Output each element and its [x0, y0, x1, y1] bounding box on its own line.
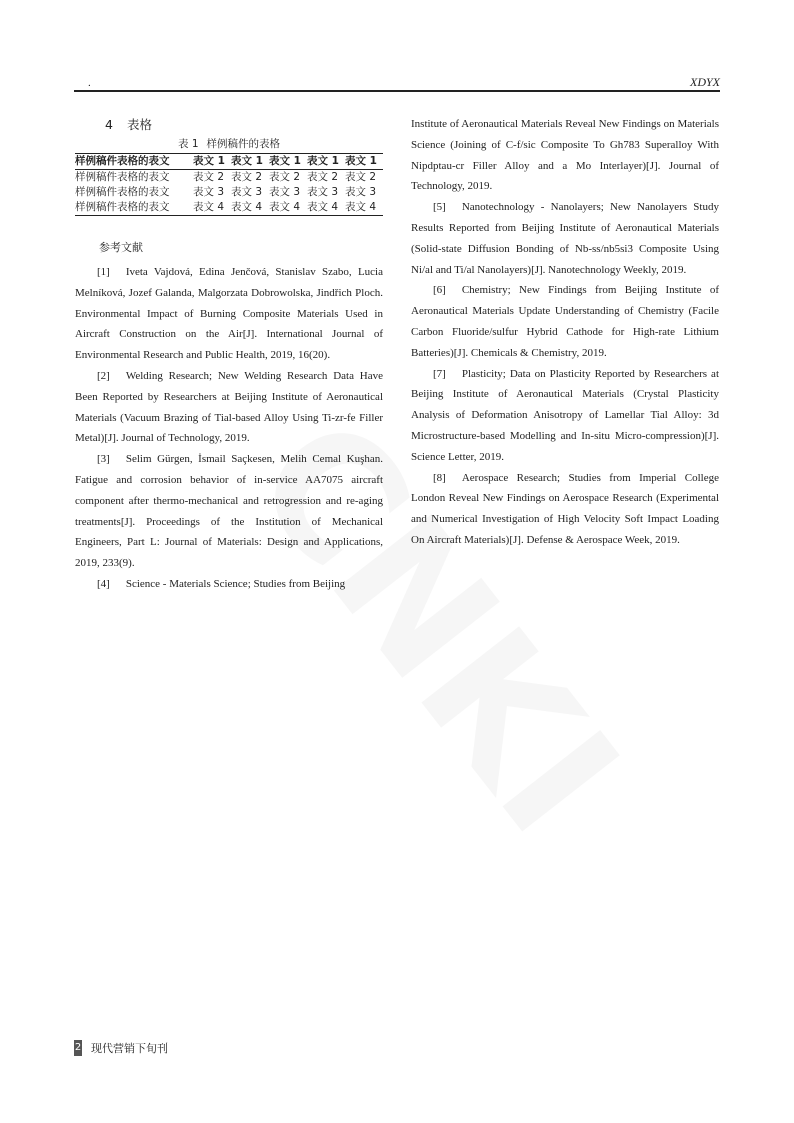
section-number: 4: [105, 117, 113, 132]
reference-number: [2]: [97, 369, 110, 382]
table-cell: 表文 4: [307, 201, 339, 213]
reference-number: [4]: [97, 577, 110, 590]
reference-text: Welding Research; New Welding Research Data Have Been Reported by Researchers at Beijing Institute of Aeronautical Materials (Vacuum Brazing of Tial-based Alloy Using Ti-zr-fe Filler Metal)[J]. Journal of Technology, 2019.: [75, 369, 383, 445]
page-number: 2: [74, 1040, 82, 1056]
reference-number: [3]: [97, 453, 110, 466]
table-caption: [75, 136, 383, 152]
reference-number: [6]: [433, 284, 446, 297]
reference-text: Nanotechnology - Nanolayers; New Nanolayers Study Results Reported from Beijing Institute of Aeronautical Materials (Solid-state Diffusion Bonding of Nb-ss/nb5si3 Composite Using Ni/al and Ti/al Nanolayers)[J]. Nanotechnology Weekly, 2019.: [411, 201, 719, 276]
table-header-row: [75, 154, 383, 170]
reference-text: Selim Gürgen, İsmail Saçkesen, Melih Cemal Kuşhan. Fatigue and corrosion behavior of in-service AA7075 aircraft component after thermo-mechanical and retrogression and re-aging treatments[J]. Proceedings of the Institution of Mechanical Engineers, Part L: Journal of Materials: Design and Applications, 2019, 233(9).: [75, 453, 383, 570]
reference-item: [411, 468, 719, 551]
table-header-cell: 表文 1: [231, 155, 263, 167]
header-rule: [74, 90, 720, 92]
table-row: [75, 185, 383, 200]
table-caption-label: 表 1: [177, 138, 199, 150]
table-cell: 表文 4: [345, 201, 377, 213]
table-cell: 表文 2: [231, 171, 263, 183]
table-cell: 表文 2: [193, 171, 225, 183]
reference-item: [411, 280, 719, 363]
reference-text: Chemistry; New Findings from Beijing Institute of Aeronautical Materials Update Understanding of Chemistry (Facile Carbon Fluoride/sulfur Hybrid Cathode for High-rate Lithium Batteries)[J]. Chemicals & Chemistry, 2019.: [411, 284, 719, 359]
table-header-cell: 表文 1: [345, 155, 377, 167]
reference-number: [7]: [433, 367, 446, 380]
table-header-cell: 表文 1: [307, 155, 339, 167]
reference-number: [1]: [97, 266, 110, 278]
references-heading: 参考文献: [99, 241, 143, 254]
section-title: 表格: [126, 117, 152, 132]
table-row: [75, 170, 383, 186]
table-cell: 表文 4: [231, 201, 263, 213]
table-cell: 表文 2: [345, 171, 377, 183]
table-cell: 表文 2: [307, 171, 339, 183]
table-header-cell: 表文 1: [193, 155, 225, 167]
sample-table: [75, 153, 383, 216]
reference-item: [411, 364, 719, 468]
table-caption-title: 样例稿件的表格: [206, 138, 281, 150]
table-cell: 表文 3: [345, 186, 377, 198]
reference-number: [5]: [433, 201, 446, 214]
reference-item: [75, 574, 383, 595]
table-row: [75, 200, 383, 216]
table-cell: 表文 4: [269, 201, 301, 213]
reference-number: [8]: [433, 471, 446, 484]
reference-item: [75, 262, 383, 366]
table-cell: 表文 3: [307, 186, 339, 198]
table-header-cell: 表文 1: [269, 155, 301, 167]
reference-text: Iveta Vajdová, Edina Jenčová, Stanislav Szabo, Lucia Melníková, Jozef Galanda, Malgorzata Dobrowolska, Jindřich Ploch. Environmental Impact of Burning Composite Materials Used in Aircraft Construction on the Air[J]. International Journal of Environmental Research and Public Health, 2019, 16(20).: [75, 266, 383, 362]
right-column: [411, 114, 719, 551]
left-column: [75, 116, 383, 595]
journal-code: XDYX: [690, 75, 720, 89]
reference-continuation: Institute of Aeronautical Materials Reveal New Findings on Materials Science (Joining of C-f/sic Composite To Gh783 Superalloy With Nipdptau-cr Filler Alloy and a Mo Interlayer)[J]. Journal of Technology, 2019.: [411, 118, 719, 193]
table-cell: 样例稿件表格的表文: [75, 186, 170, 198]
table-cell: 样例稿件表格的表文: [75, 171, 170, 183]
section-heading: [105, 116, 383, 134]
table-cell: 表文 4: [193, 201, 225, 213]
header-left-mark: .: [88, 77, 91, 89]
reference-item: [411, 197, 719, 280]
table-cell: 表文 3: [193, 186, 225, 198]
table-cell: 表文 3: [231, 186, 263, 198]
reference-text: Aerospace Research; Studies from Imperial College London Reveal New Findings on Aerospace Research (Experimental and Numerical Investigation of High Velocity Soft Impact Loading On Aircraft Materials)[J]. Defense & Aerospace Week, 2019.: [411, 471, 719, 546]
page-footer: [74, 1040, 168, 1056]
reference-text: Plasticity; Data on Plasticity Reported by Researchers at Beijing Institute of Aeronautical Materials (Crystal Plasticity Analysis of Deformation Anisotropy of Lamellar Tial Alloy: 3d Microstructure-based Modelling and In-situ Micro-compression)[J]. Science Letter, 2019.: [411, 367, 719, 463]
table-cell: 样例稿件表格的表文: [75, 201, 170, 213]
journal-name: 现代营销下旬刊: [91, 1042, 168, 1055]
reference-item: [75, 449, 383, 574]
table-header-cell: 样例稿件表格的表文: [75, 155, 170, 167]
table-cell: 表文 3: [269, 186, 301, 198]
reference-text: Science - Materials Science; Studies from Beijing: [125, 577, 346, 590]
reference-item: [75, 366, 383, 449]
table-cell: 表文 2: [269, 171, 301, 183]
